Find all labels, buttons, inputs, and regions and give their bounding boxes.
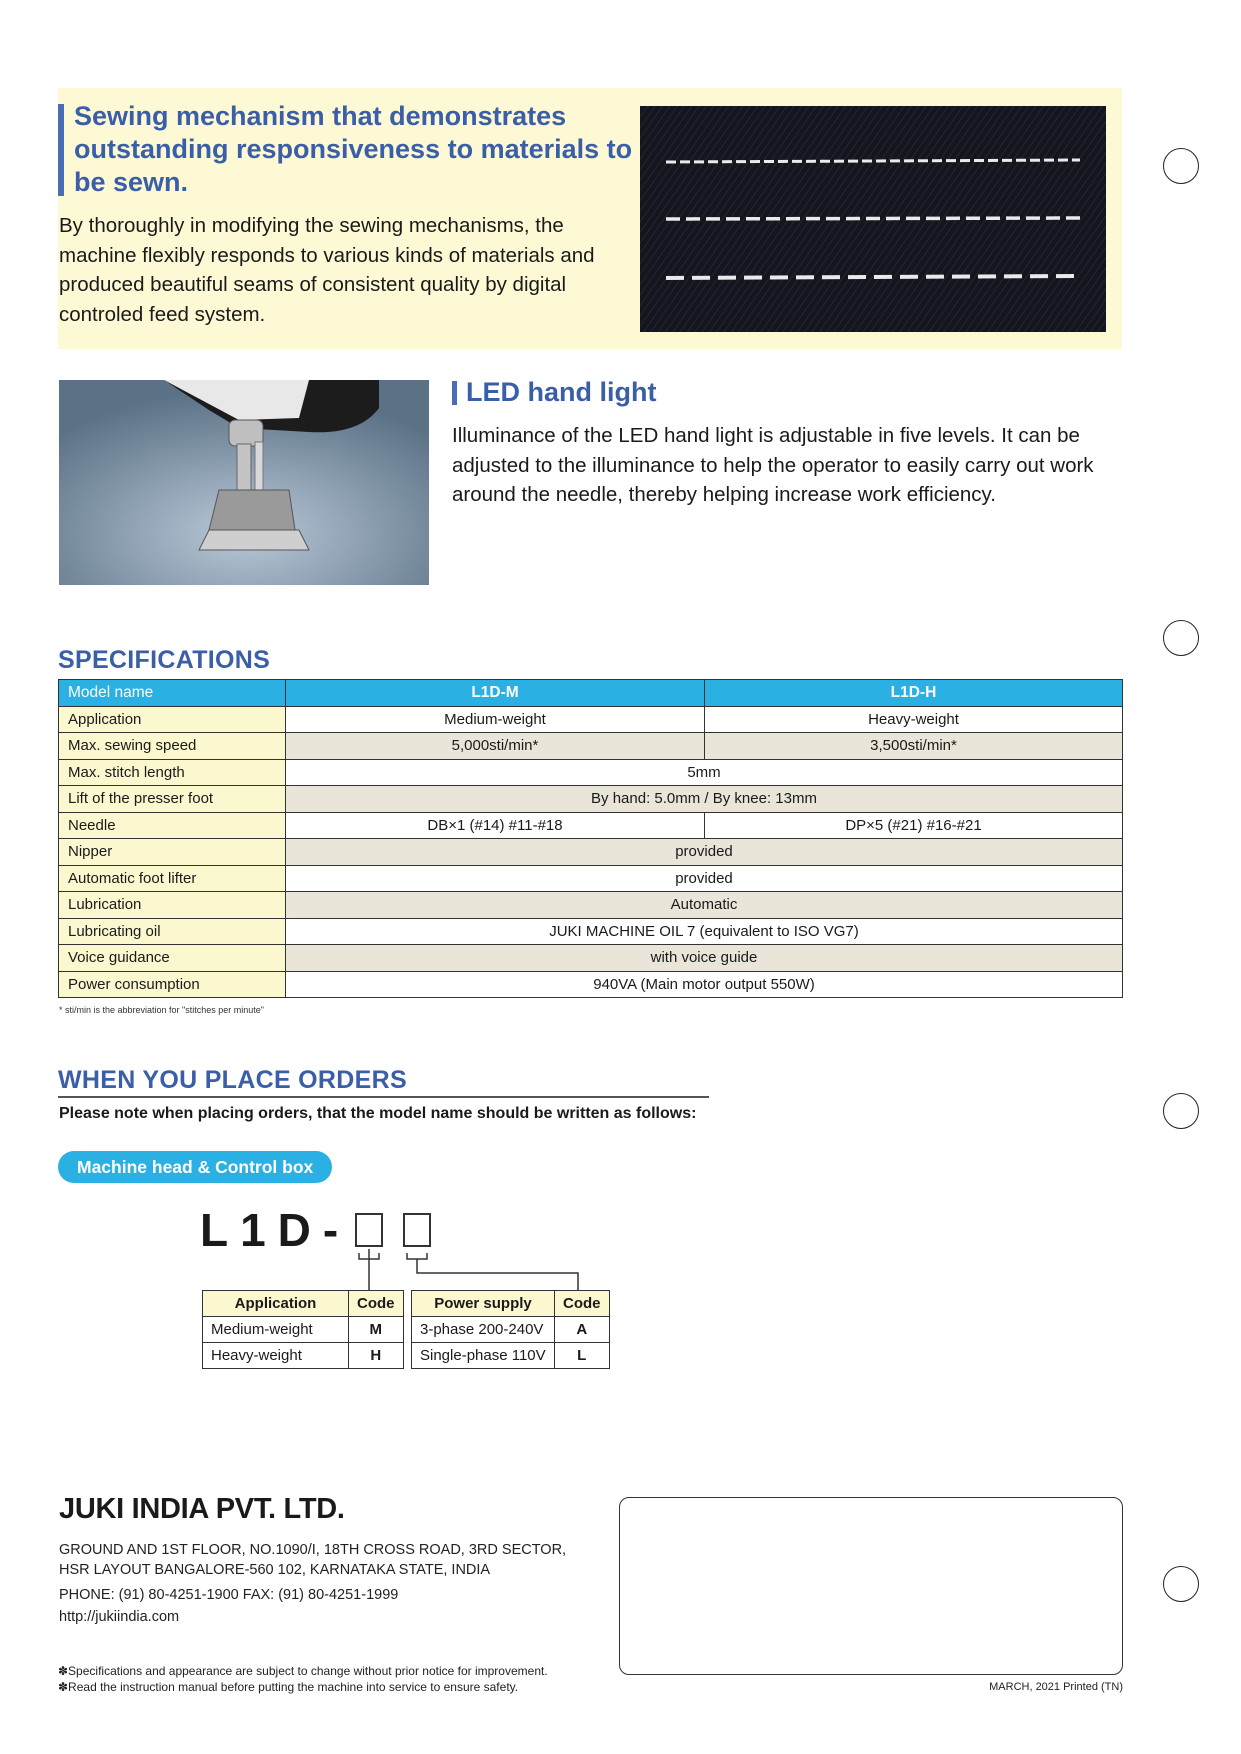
hero-title: Sewing mechanism that demonstrates outstanding responsiveness to materials to be sewn. [74,101,633,197]
cell-value: Heavy-weight [705,706,1123,733]
cell-code: H [349,1343,404,1369]
header-model-name: Model name [59,680,286,707]
cell-value: Heavy-weight [203,1343,349,1369]
led-title: LED hand light [466,377,657,407]
hero-body: By thoroughly in modifying the sewing mechanisms, the machine flexibly responds to various kinds of materials and produced beautiful seams of consistent quality by digital controled feed system. [59,214,595,326]
row-label: Lubrication [59,892,286,919]
cell-value: By hand: 5.0mm / By knee: 13mm [286,786,1123,813]
table-header-row [59,680,1123,707]
table-row [412,1317,610,1343]
row-label: Lift of the presser foot [59,786,286,813]
cell-code: M [349,1317,404,1343]
table-row [59,812,1123,839]
row-label: Automatic foot lifter [59,865,286,892]
notice-manual: ✽Read the instruction manual before putting the machine into service to ensure safety. [58,1680,519,1694]
header-code: Code [555,1291,610,1317]
presser-foot-photo [59,380,429,585]
cell-value: 5mm [286,759,1123,786]
orders-note: Please note when placing orders, that the model name should be written as follows: [59,1105,697,1122]
header-l1d-h: L1D-H [705,680,1123,707]
table-row [59,865,1123,892]
header-application: Application [203,1291,349,1317]
table-row [59,971,1123,998]
cell-value: provided [286,839,1123,866]
printed-date: MARCH, 2021 Printed (TN) [989,1681,1123,1693]
hero-accent-bar [58,104,64,196]
cell-value: 3,500sti/min* [705,733,1123,760]
code-box-application [355,1213,383,1247]
cell-code: A [555,1317,610,1343]
table-row [59,892,1123,919]
dealer-stamp-box [619,1497,1123,1675]
table-row [59,945,1123,972]
application-code-table [202,1290,404,1369]
row-label: Max. sewing speed [59,733,286,760]
binder-hole [1163,1093,1199,1129]
cell-value: Medium-weight [286,706,705,733]
row-label: Needle [59,812,286,839]
table-header-row [412,1291,610,1317]
binder-hole [1163,1566,1199,1602]
led-body: Illuminance of the LED hand light is adjustable in five levels. It can be adjusted to the illuminance to help the operator to easily carry out work around the needle, thereby helping increase work efficiency. [452,424,1094,506]
row-label: Voice guidance [59,945,286,972]
table-row [203,1343,404,1369]
header-l1d-m: L1D-M [286,680,705,707]
specs-title: SPECIFICATIONS [58,646,271,674]
cell-value: Single-phase 110V [412,1343,555,1369]
header-power-supply: Power supply [412,1291,555,1317]
table-row [412,1343,610,1369]
table-row [59,733,1123,760]
binder-hole [1163,620,1199,656]
address-line-2: HSR LAYOUT BANGALORE-560 102, KARNATAKA STATE, INDIA [59,1562,491,1578]
machine-head-control-box-pill: Machine head & Control box [58,1151,332,1183]
cell-value: 5,000sti/min* [286,733,705,760]
address-line-1: GROUND AND 1ST FLOOR, NO.1090/I, 18TH CROSS ROAD, 3RD SECTOR, [59,1542,567,1558]
specifications-table [58,679,1123,998]
company-name: JUKI INDIA PVT. LTD. [59,1493,345,1525]
row-label: Application [59,706,286,733]
cell-value: Medium-weight [203,1317,349,1343]
binder-hole [1163,148,1199,184]
table-row [59,759,1123,786]
cell-value: provided [286,865,1123,892]
table-row [203,1317,404,1343]
cell-value: 940VA (Main motor output 550W) [286,971,1123,998]
table-row [59,839,1123,866]
row-label: Max. stitch length [59,759,286,786]
row-label: Nipper [59,839,286,866]
row-label: Lubricating oil [59,918,286,945]
power-supply-code-table [411,1290,610,1369]
website-link[interactable]: http://jukiindia.com [59,1609,180,1625]
orders-title: WHEN YOU PLACE ORDERS [58,1066,407,1094]
code-box-power [403,1213,431,1247]
notice-specifications: ✽Specifications and appearance are subject to change without prior notice for improvement. [58,1664,548,1678]
table-row [59,918,1123,945]
model-code-prefix: L1D- [200,1204,351,1256]
led-accent-bar [452,381,457,405]
row-label: Power consumption [59,971,286,998]
cell-value: with voice guide [286,945,1123,972]
cell-value: DP×5 (#21) #16-#21 [705,812,1123,839]
code-connector-lines [355,1247,600,1293]
orders-divider [58,1096,709,1098]
table-row [59,786,1123,813]
phone-fax: PHONE: (91) 80-4251-1900 FAX: (91) 80-4251-1999 [59,1587,399,1603]
cell-value: 3-phase 200-240V [412,1317,555,1343]
cell-value: Automatic [286,892,1123,919]
specs-footnote: * sti/min is the abbreviation for "stitches per minute" [59,1005,264,1015]
header-code: Code [349,1291,404,1317]
cell-value: DB×1 (#14) #11-#18 [286,812,705,839]
table-row [59,706,1123,733]
table-header-row [203,1291,404,1317]
fabric-seams-photo [640,106,1106,332]
cell-code: L [555,1343,610,1369]
cell-value: JUKI MACHINE OIL 7 (equivalent to ISO VG7) [286,918,1123,945]
